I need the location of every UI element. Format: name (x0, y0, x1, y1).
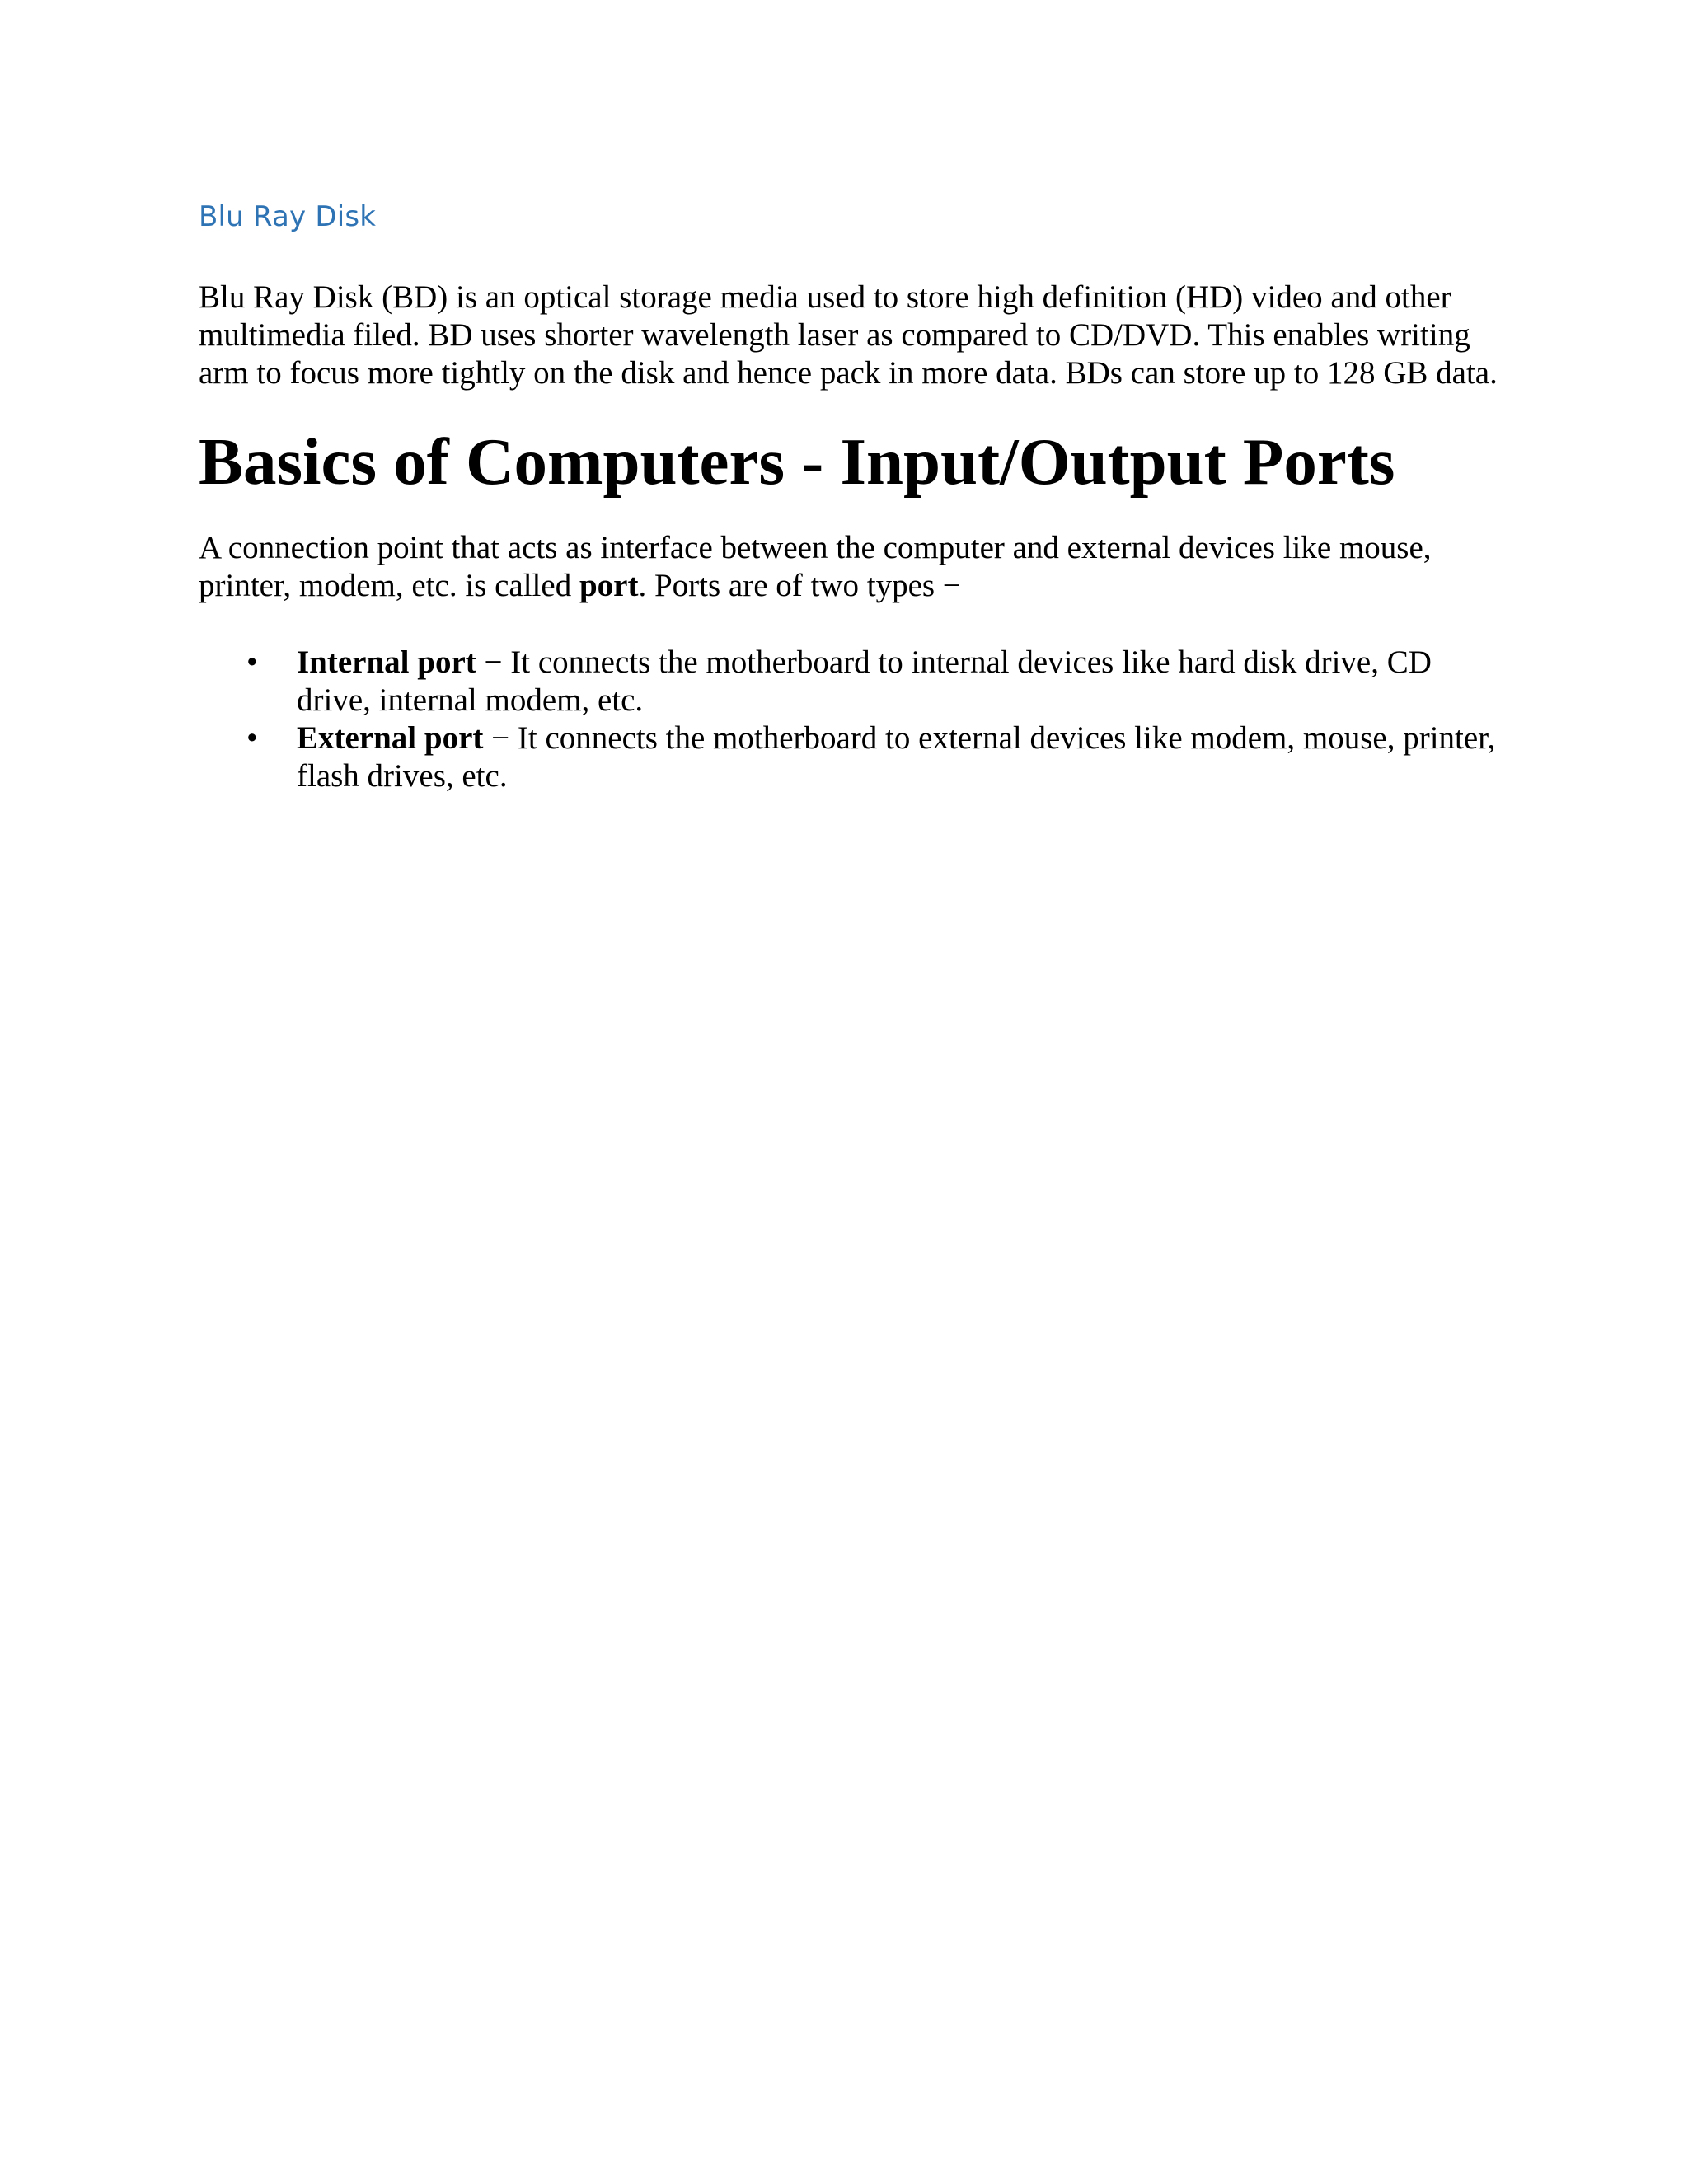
ports-paragraph (199, 529, 1501, 605)
list-item-external-port (199, 719, 1501, 795)
external-port-term: External port (297, 720, 484, 756)
blu-ray-paragraph: Blu Ray Disk (BD) is an optical storage media used to store high definition (HD) video and other multimedia filed. BD uses shorter wavelength laser as compared to CD/DVD. This enables writing arm to focus more tightly on the disk and hence pack in more data. BDs can store up to 128 GB data. (199, 279, 1498, 391)
bullet-icon: • (246, 644, 258, 680)
document-content (199, 198, 1501, 795)
external-port-description: − It connects the motherboard to external devices like modem, mouse, printer, flash drives, etc. (297, 720, 1496, 794)
internal-port-description: − It connects the motherboard to internal devices like hard disk drive, CD drive, internal modem, etc. (297, 644, 1432, 718)
list-item-internal-port (199, 644, 1501, 719)
bullet-icon: • (246, 720, 258, 756)
port-types-list (199, 644, 1501, 795)
ports-paragraph-text-start: A connection point that acts as interface between the computer and external devices like mouse, printer, modem, etc. is called (199, 530, 1432, 603)
page-title: Basics of Computers - Input/Output Ports (199, 424, 1395, 499)
ports-paragraph-bold-term: port (579, 568, 639, 603)
ports-paragraph-text-end: . Ports are of two types − (638, 568, 961, 603)
internal-port-term: Internal port (297, 644, 476, 680)
section-title: Blu Ray Disk (199, 200, 377, 233)
